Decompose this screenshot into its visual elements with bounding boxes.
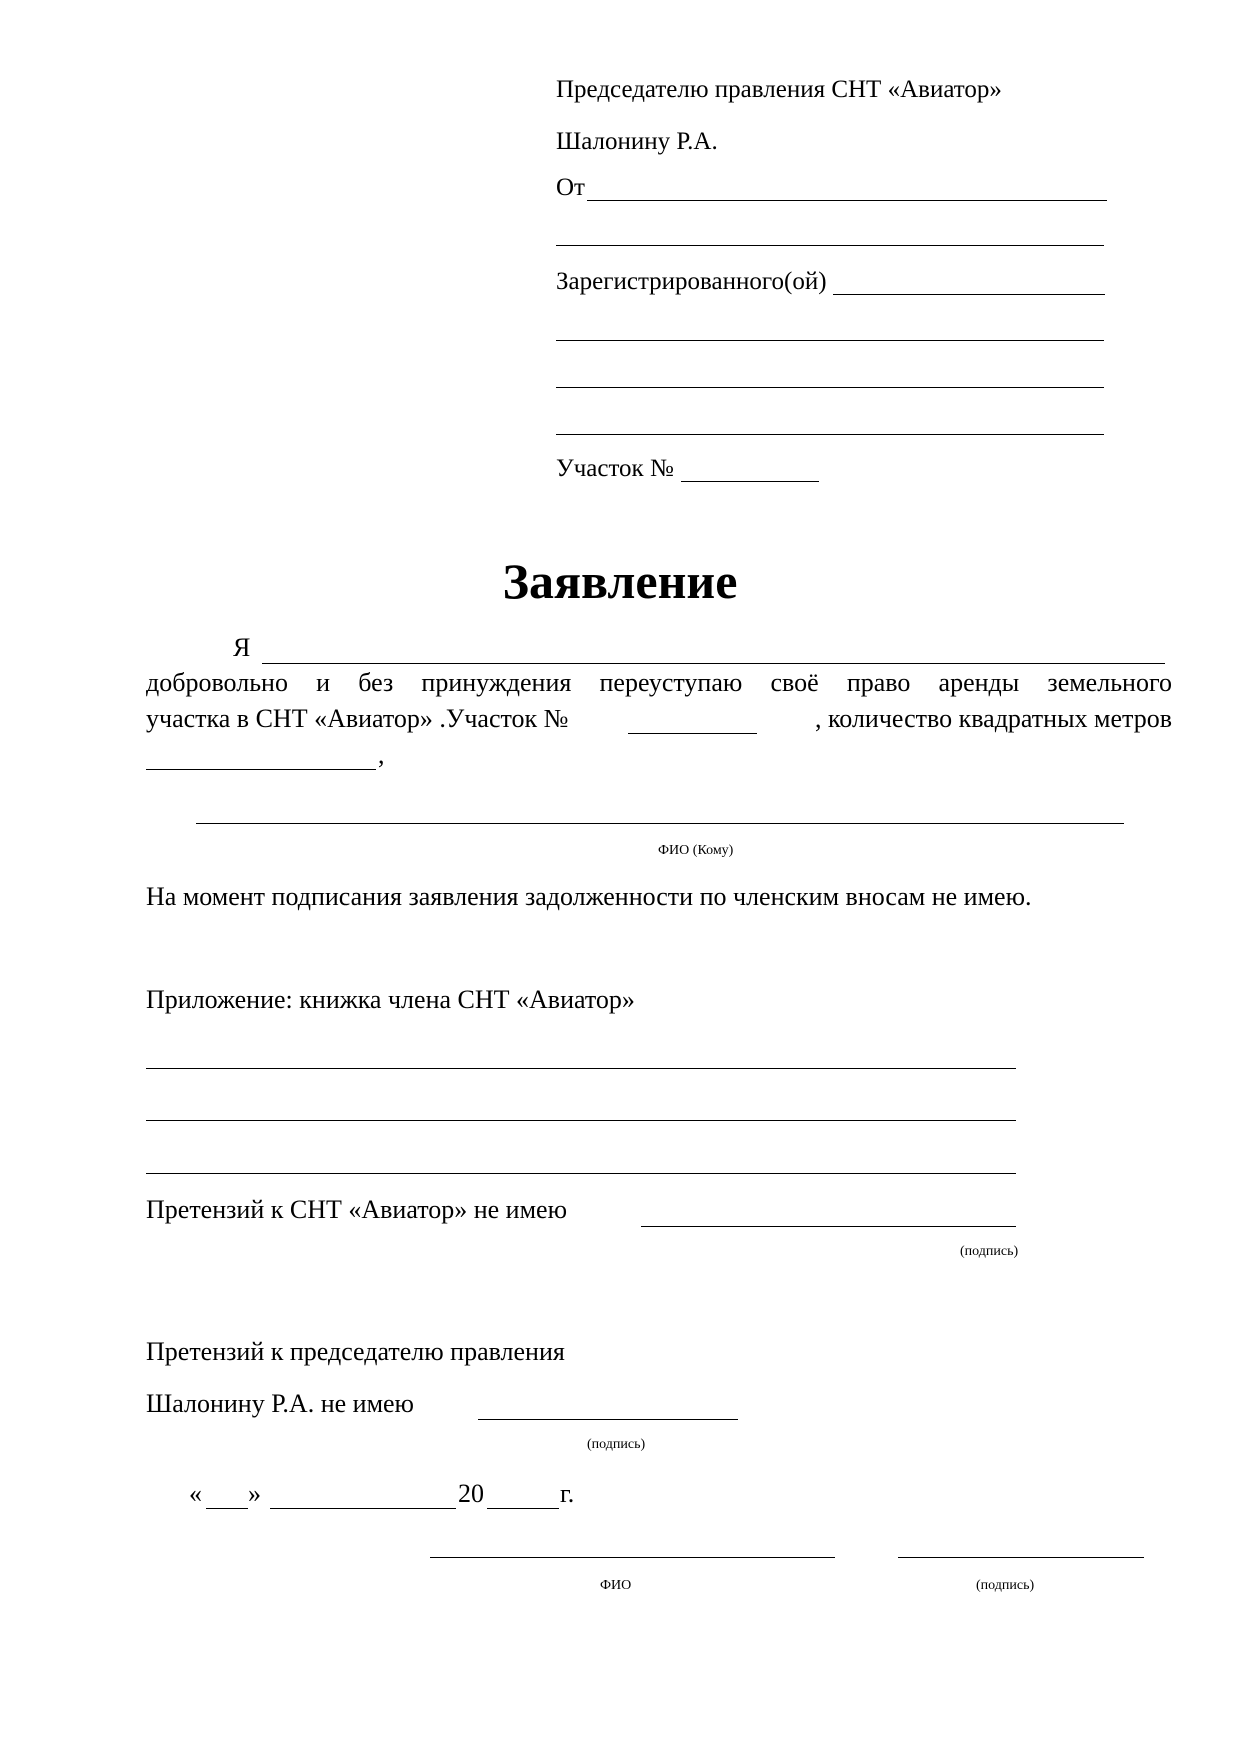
plot-number-body-field[interactable] (628, 733, 757, 734)
attachment-line: Приложение: книжка члена СНТ «Авиатор» (146, 985, 635, 1014)
footer-signature-caption: (подпись) (976, 1578, 1035, 1593)
signature-caption-1: (подпись) (960, 1244, 1019, 1259)
signature-caption-2: (подпись) (587, 1437, 646, 1452)
date-year-field[interactable] (487, 1508, 559, 1509)
body-line-3-comma: , (378, 740, 385, 769)
addressee-line: Председателю правления СНТ «Авиатор» (556, 76, 1002, 103)
recipient-name-caption: ФИО (Кому) (658, 843, 734, 858)
signature-field-2[interactable] (478, 1419, 738, 1420)
body-line-2a: участка в СНТ «Авиатор» .Участок № (146, 704, 569, 733)
applicant-name-field[interactable] (262, 663, 1165, 664)
plot-label: Участок № (556, 455, 674, 482)
attachment-field-2[interactable] (146, 1120, 1016, 1121)
signature-field-1[interactable] (641, 1226, 1016, 1227)
footer-fio-caption: ФИО (600, 1578, 632, 1593)
date-year-suffix: г. (560, 1479, 575, 1508)
body-line-1: добровольно и без принуждения переуступаю своё право аренды земельного (146, 668, 1172, 697)
address-field-2[interactable] (556, 387, 1104, 388)
body-line-2b: , количество квадратных метров (814, 704, 1172, 733)
attachment-field-3[interactable] (146, 1173, 1016, 1174)
document-title: Заявление (502, 553, 738, 609)
date-close-quote: » (248, 1479, 261, 1508)
date-month-field[interactable] (270, 1508, 456, 1509)
no-claims-snt: Претензий к СНТ «Авиатор» не имею (146, 1195, 568, 1224)
from-field-2[interactable] (556, 245, 1104, 246)
debt-statement: На момент подписания заявления задолженности по членским вносам не имею. (146, 882, 1032, 911)
from-label: От (556, 174, 585, 201)
footer-signature-field[interactable] (898, 1557, 1144, 1558)
addressee-name: Шалонину Р.А. (556, 128, 718, 155)
from-field[interactable] (587, 200, 1107, 201)
registered-label: Зарегистрированного(ой) (556, 268, 827, 295)
no-claims-chair-line-2: Шалонину Р.А. не имею (146, 1389, 414, 1418)
i-label: Я (233, 633, 251, 662)
no-claims-chair-line-1: Претензий к председателю правления (146, 1337, 565, 1366)
footer-fio-field[interactable] (430, 1557, 835, 1558)
square-meters-field[interactable] (146, 769, 376, 770)
date-year-prefix: 20 (458, 1479, 484, 1508)
address-field-3[interactable] (556, 434, 1104, 435)
attachment-field-1[interactable] (146, 1068, 1016, 1069)
address-field-1[interactable] (556, 340, 1104, 341)
registered-field[interactable] (833, 294, 1105, 295)
date-open-quote: « (189, 1479, 202, 1508)
plot-number-field[interactable] (681, 481, 819, 482)
recipient-name-field[interactable] (196, 823, 1124, 824)
date-day-field[interactable] (206, 1508, 248, 1509)
